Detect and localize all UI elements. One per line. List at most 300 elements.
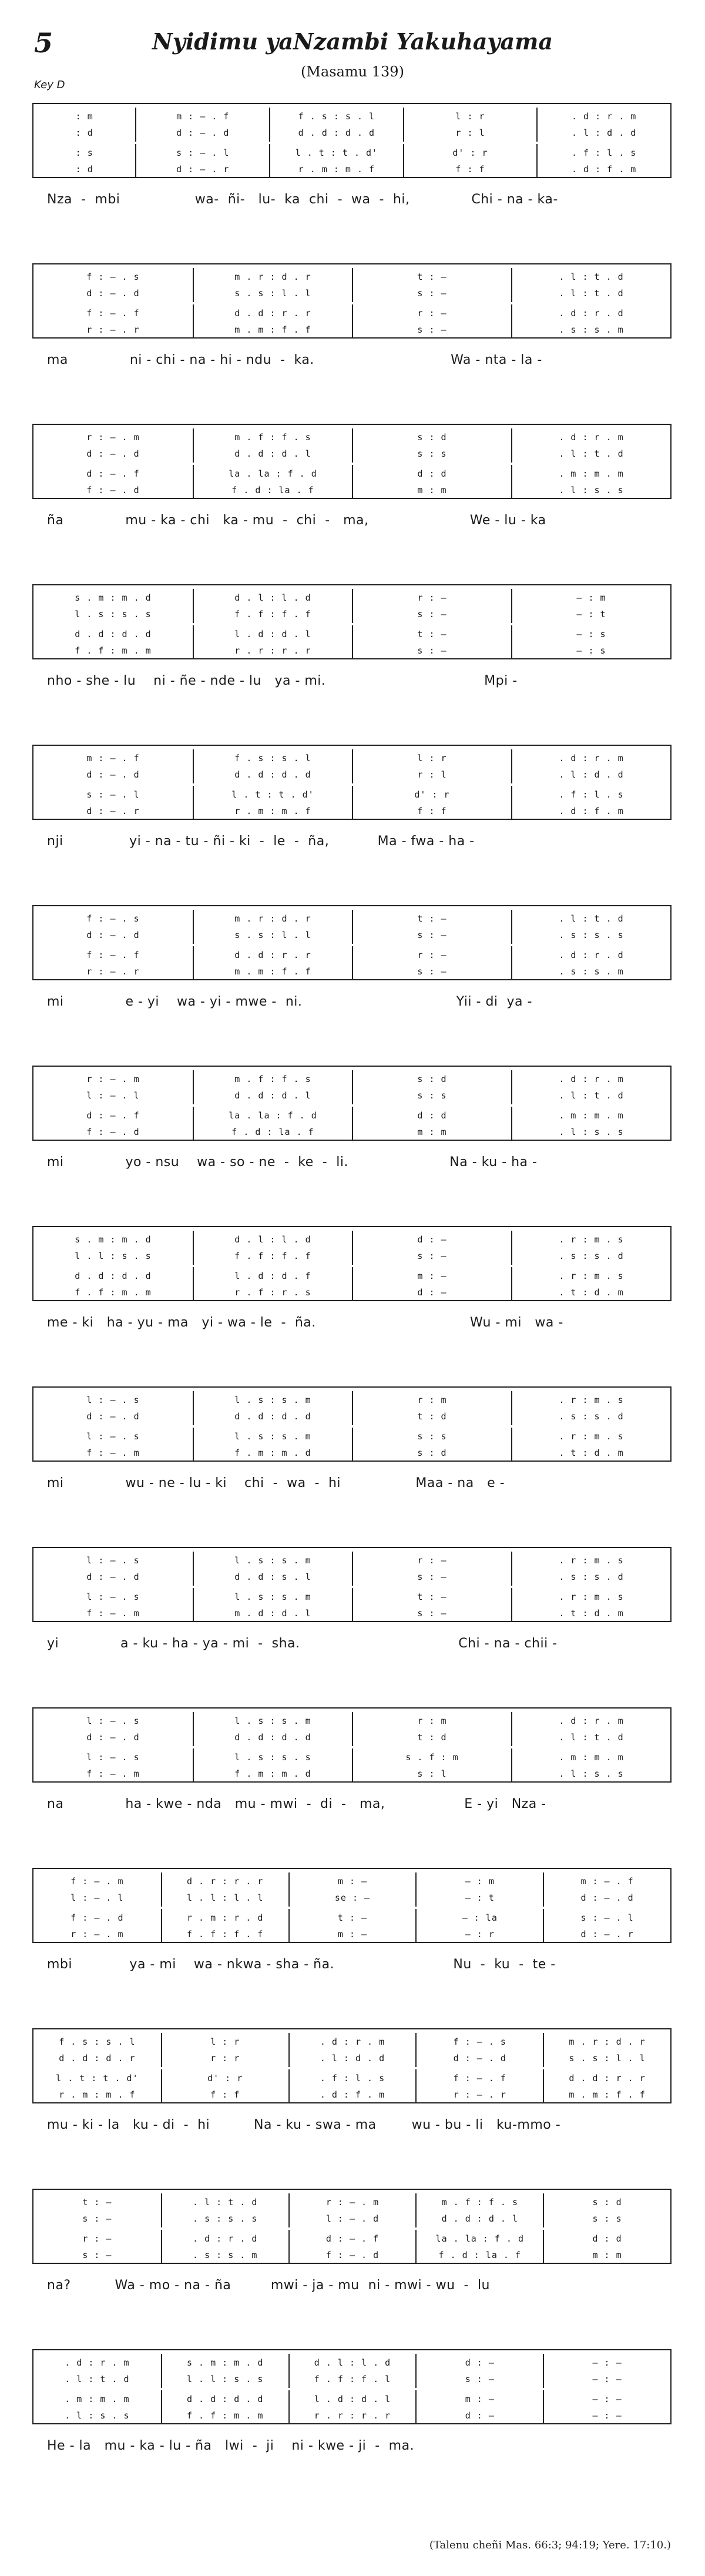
measure-cell [403, 108, 537, 125]
measure-cell [33, 1444, 193, 1462]
solfa-notes: . s : s . m [559, 966, 624, 977]
measure-cell [33, 2069, 161, 2087]
solfa-notes: la . la : f . d [435, 2233, 525, 2244]
measure-cell [352, 963, 511, 980]
measure-cell [352, 428, 511, 446]
measure-cell [543, 1909, 670, 1927]
solfa-notes: r . m : m . f [298, 164, 375, 175]
measure-cell [193, 284, 352, 302]
solfa-notes: l . l : s . s [186, 2374, 264, 2384]
solfa-notes: d : – . d [453, 2053, 506, 2064]
measure-cell [511, 1284, 670, 1301]
voice-row [33, 124, 670, 142]
solfa-notes: t : — [417, 272, 447, 282]
measure-cell [269, 160, 403, 178]
measure-cell [352, 625, 511, 643]
solfa-notes: . m : m . m [559, 468, 624, 479]
solfa-notes: f : – . s [453, 2036, 506, 2047]
measure-cell [161, 1872, 288, 1890]
voice-row [33, 445, 670, 463]
solfa-notes: m . f : f . s [234, 432, 311, 443]
solfa-notes: d . d : d . l [234, 1090, 311, 1101]
measure-cell [352, 465, 511, 483]
voice-row [33, 1872, 670, 1890]
solfa-notes: l . s : s . s [75, 609, 152, 619]
measure-cell [135, 108, 269, 125]
solfa-notes: l . l : l . l [186, 1892, 264, 1903]
measure-cell [161, 2069, 288, 2087]
solfa-notes: l : – . l [70, 1892, 124, 1903]
measure-cell [33, 268, 193, 286]
measure-cell [511, 1391, 670, 1409]
voice-row [33, 1748, 670, 1766]
solfa-notes: s : — [417, 1608, 447, 1619]
solfa-notes: r : – . r [453, 2089, 506, 2100]
measure-cell [352, 268, 511, 286]
measure-cell [161, 2049, 288, 2067]
measure-cell [543, 2086, 670, 2103]
solfa-notes: m : — [465, 2394, 495, 2404]
solfa-notes: d . d : d . d [234, 1411, 311, 1422]
solfa-notes: r . r : r . r [314, 2410, 391, 2421]
music-system [0, 2189, 705, 2336]
voice-row [33, 766, 670, 783]
solfa-notes: l : – . d [325, 2213, 380, 2224]
voice-row [33, 2033, 670, 2051]
measure-cell [352, 1408, 511, 1425]
solfa-notes: l . t : t . d' [56, 2073, 139, 2083]
voice-row [33, 1428, 670, 1445]
solfa-notes: d . d : d . l [441, 2213, 518, 2224]
solfa-notes: r : l [417, 769, 447, 780]
measure-cell [352, 304, 511, 322]
lyrics-line: ma ni - chi - na - hi - ndu - ka. Wa - nta - la - [47, 353, 542, 367]
solfa-notes: s . m : m . d [186, 2357, 264, 2368]
solfa-notes: m : — [417, 1271, 447, 1281]
measure-cell [33, 1765, 193, 1783]
measure-cell [193, 1123, 352, 1141]
solfa-notes: m . d : d . l [234, 1608, 311, 1619]
solfa-notes: d . d : d . d [298, 128, 375, 138]
solfa-notes: m : m [592, 2250, 622, 2260]
solfa-notes: l . l : s . s [75, 1251, 152, 1261]
solfa-notes: . d : r . d [559, 950, 624, 960]
voice-row [33, 1909, 670, 1927]
solfa-notes: . t : d . m [559, 1608, 624, 1619]
measure-cell [511, 304, 670, 322]
measure-cell [352, 1107, 511, 1124]
measure-cell [415, 2390, 543, 2408]
measure-cell [352, 1428, 511, 1445]
measure-cell [288, 2407, 416, 2424]
solfa-notes: d . l : l . d [314, 2357, 391, 2368]
staff-box [32, 584, 672, 659]
music-system [0, 1868, 705, 2015]
solfa-notes: f : – . f [86, 308, 140, 319]
solfa-notes: l . t : t . d' [231, 789, 314, 800]
solfa-notes: . r : m . s [559, 1431, 624, 1442]
solfa-notes: s : — [417, 966, 447, 977]
solfa-notes: . r : m . s [559, 1395, 624, 1405]
measure-cell [543, 2049, 670, 2067]
solfa-notes: m : — [337, 1876, 368, 1887]
solfa-notes: s : d [417, 1448, 447, 1458]
measure-cell [193, 1107, 352, 1124]
measure-cell [415, 1909, 543, 1927]
measure-cell [415, 2210, 543, 2227]
solfa-notes: r : – . m [70, 1929, 124, 1939]
solfa-notes: f . m : m . d [234, 1768, 311, 1779]
measure-cell [543, 2193, 670, 2211]
solfa-notes: . d : r . m [559, 753, 624, 763]
voice-row [33, 1552, 670, 1569]
measure-cell [288, 1872, 416, 1890]
solfa-notes: — : t [465, 1892, 495, 1903]
solfa-notes: . r : m . s [559, 1592, 624, 1602]
measure-cell [33, 2086, 161, 2103]
solfa-notes: r . f : r . s [234, 1287, 311, 1298]
solfa-notes: d . d : r . r [234, 308, 311, 319]
solfa-notes: f : – . f [453, 2073, 506, 2083]
solfa-notes: d . l : l . d [234, 592, 311, 603]
solfa-notes: . t : d . m [559, 1287, 624, 1298]
solfa-notes: s : d [417, 432, 447, 443]
measure-cell [193, 766, 352, 783]
measure-cell [33, 481, 193, 499]
measure-cell [33, 749, 193, 767]
solfa-notes: m . f : f . s [234, 1074, 311, 1084]
voice-row [33, 1123, 670, 1141]
lyrics-line: yi a - ku - ha - ya - mi - sha. Chi - na - chii - [47, 1636, 558, 1651]
voice-row [33, 926, 670, 944]
solfa-notes: — : la [462, 1912, 498, 1923]
solfa-notes: . d : r . m [65, 2357, 130, 2368]
solfa-notes: m . m : f . f [569, 2089, 646, 2100]
voice-row [33, 1391, 670, 1409]
measure-cell [33, 321, 193, 339]
measure-cell [288, 1889, 416, 1907]
solfa-notes: la . la : f . d [229, 468, 317, 479]
measure-cell [193, 321, 352, 339]
measure-cell [193, 605, 352, 623]
solfa-notes: . l : d . d [571, 128, 637, 138]
measure-cell [288, 2230, 416, 2247]
solfa-notes: l . s : s . m [234, 1716, 311, 1726]
measure-cell [415, 1925, 543, 1943]
measure-cell [511, 1552, 670, 1569]
solfa-notes: d : – . f [86, 1110, 140, 1121]
solfa-notes: d . r : r . r [186, 1876, 264, 1887]
voice-row [33, 1604, 670, 1622]
measure-cell [193, 1568, 352, 1586]
solfa-notes: s : — [417, 609, 447, 619]
solfa-notes: . s : s . m [193, 2250, 258, 2260]
measure-cell [193, 946, 352, 964]
voice-row [33, 2354, 670, 2371]
solfa-notes: s . m : m . d [75, 592, 152, 603]
measure-cell [193, 428, 352, 446]
measure-cell [193, 802, 352, 820]
voice-row [33, 1568, 670, 1586]
staff-box [32, 2028, 672, 2103]
solfa-notes: . l : t . d [65, 2374, 130, 2384]
voice-row [33, 160, 670, 178]
solfa-notes: — : — [592, 2410, 622, 2421]
measure-cell [193, 1712, 352, 1730]
measure-cell [543, 2210, 670, 2227]
solfa-notes: r : – . m [325, 2197, 380, 2207]
solfa-notes: — : — [592, 2394, 622, 2404]
solfa-notes: . s : s . d [559, 1411, 624, 1422]
measure-cell [161, 2193, 288, 2211]
solfa-notes: . l : t . d [559, 272, 624, 282]
measure-cell [33, 284, 193, 302]
solfa-notes: . l : t . d [559, 1090, 624, 1101]
measure-cell [403, 160, 537, 178]
voice-row [33, 1070, 670, 1088]
solfa-notes: r : — [417, 592, 447, 603]
measure-cell [193, 304, 352, 322]
solfa-notes: s : — [417, 288, 447, 299]
voice-row [33, 1107, 670, 1124]
measure-cell [352, 1568, 511, 1586]
staff-box [32, 424, 672, 499]
solfa-notes: m : m [417, 1127, 447, 1137]
voice-row [33, 284, 670, 302]
solfa-notes: r : r [210, 2053, 240, 2064]
solfa-notes: . d : r . m [559, 1074, 624, 1084]
solfa-notes: s : s [417, 1090, 447, 1101]
measure-cell [33, 946, 193, 964]
measure-cell [193, 749, 352, 767]
voice-row [33, 1925, 670, 1943]
solfa-notes: m : – . f [86, 753, 140, 763]
solfa-notes: : d [75, 164, 93, 175]
measure-cell [415, 2049, 543, 2067]
measure-cell [543, 2354, 670, 2371]
measure-cell [161, 1925, 288, 1943]
measure-cell [193, 910, 352, 927]
measure-cell [161, 2210, 288, 2227]
voice-row [33, 605, 670, 623]
solfa-notes: f : – . d [86, 485, 140, 495]
solfa-notes: f . d : la . f [231, 485, 314, 495]
solfa-notes: . d : r . m [559, 432, 624, 443]
solfa-notes: r : — [417, 950, 447, 960]
measure-cell [288, 2086, 416, 2103]
solfa-notes: . m : m . m [65, 2394, 130, 2404]
solfa-notes: s : — [417, 324, 447, 335]
measure-cell [33, 1107, 193, 1124]
measure-cell [135, 124, 269, 142]
solfa-notes: f . s : s . l [298, 111, 375, 122]
measure-cell [511, 1604, 670, 1622]
measure-cell [33, 2049, 161, 2067]
music-system [0, 1707, 705, 1854]
measure-cell [193, 445, 352, 463]
solfa-notes: d : — [417, 1287, 447, 1298]
solfa-notes: s . s : l . l [234, 288, 311, 299]
solfa-notes: s : — [417, 1251, 447, 1261]
measure-cell [511, 1444, 670, 1462]
voice-row [33, 1712, 670, 1730]
measure-cell [352, 321, 511, 339]
measure-cell [415, 2193, 543, 2211]
voice-row [33, 1231, 670, 1248]
measure-cell [193, 1267, 352, 1285]
solfa-notes: . t : d . m [559, 1448, 624, 1458]
music-system [0, 103, 705, 250]
staff-box [32, 1707, 672, 1783]
measure-cell [269, 108, 403, 125]
solfa-notes: m . r : d . r [234, 913, 311, 924]
solfa-notes: t : — [337, 1912, 368, 1923]
solfa-notes: . l : t . d [559, 288, 624, 299]
voice-row [33, 481, 670, 499]
solfa-notes: — : — [592, 2357, 622, 2368]
solfa-notes: f : – . d [86, 1127, 140, 1137]
voice-row [33, 2246, 670, 2264]
solfa-notes: r . m : m . f [234, 806, 311, 816]
music-system [0, 2349, 705, 2496]
solfa-notes: f . f : m . m [75, 1287, 152, 1298]
staff-box [32, 103, 672, 178]
lyrics-line: mi wu - ne - lu - ki chi - wa - hi Maa - na e - [47, 1476, 505, 1490]
voice-row [33, 946, 670, 964]
measure-cell [288, 2193, 416, 2211]
key-signature: Key D [34, 79, 65, 91]
measure-cell [352, 1284, 511, 1301]
solfa-notes: d : – . d [86, 1732, 140, 1743]
measure-cell [352, 1712, 511, 1730]
measure-cell [33, 963, 193, 980]
measure-cell [193, 786, 352, 803]
measure-cell [511, 625, 670, 643]
voice-row [33, 1729, 670, 1746]
measure-cell [543, 2069, 670, 2087]
measure-cell [288, 2354, 416, 2371]
solfa-notes: l . t : t . d' [295, 148, 378, 158]
measure-cell [543, 2370, 670, 2388]
solfa-notes: m . m : f . f [234, 966, 311, 977]
solfa-notes: r : – . r [86, 324, 140, 335]
measure-cell [352, 786, 511, 803]
measure-cell [415, 1872, 543, 1890]
voice-row [33, 2390, 670, 2408]
measure-cell [161, 1909, 288, 1927]
solfa-notes: . l : s . s [559, 485, 624, 495]
measure-cell [33, 625, 193, 643]
measure-cell [352, 749, 511, 767]
solfa-notes: s : s [592, 2213, 622, 2224]
solfa-notes: l : – . s [86, 1395, 140, 1405]
solfa-notes: . f : l . s [571, 148, 637, 158]
solfa-notes: s : — [82, 2213, 112, 2224]
measure-cell [193, 1748, 352, 1766]
solfa-notes: f . s : s . l [59, 2036, 136, 2047]
measure-cell [536, 108, 670, 125]
solfa-notes: d : d [592, 2233, 622, 2244]
measure-cell [511, 1070, 670, 1088]
solfa-notes: l . d : d . l [314, 2394, 391, 2404]
measure-cell [33, 1604, 193, 1622]
voice-row [33, 786, 670, 803]
solfa-notes: f : – . d [70, 1912, 124, 1923]
measure-cell [33, 766, 193, 783]
voice-row [33, 642, 670, 659]
measure-cell [352, 1604, 511, 1622]
voice-row [33, 268, 670, 286]
measure-cell [33, 1070, 193, 1088]
solfa-notes: r : – . m [86, 1074, 140, 1084]
lyrics-line: ña mu - ka - chi ka - mu - chi - ma, We - lu - ka [47, 513, 546, 528]
measure-cell [33, 1552, 193, 1569]
voice-row [33, 910, 670, 927]
music-system [0, 745, 705, 892]
solfa-notes: . r : m . s [559, 1271, 624, 1281]
solfa-notes: d : d [417, 1110, 447, 1121]
measure-cell [33, 1872, 161, 1890]
staff-box [32, 745, 672, 820]
solfa-notes: . f : l . s [320, 2073, 385, 2083]
staff-box [32, 263, 672, 339]
measure-cell [511, 1588, 670, 1606]
solfa-notes: — : r [465, 1929, 495, 1939]
solfa-notes: l . d : d . l [234, 629, 311, 639]
measure-cell [33, 2407, 161, 2424]
solfa-notes: : m [75, 111, 93, 122]
solfa-notes: — : — [592, 2374, 622, 2384]
solfa-notes: d . d : d . d [186, 2394, 264, 2404]
measure-cell [33, 2370, 161, 2388]
voice-row [33, 963, 670, 980]
solfa-notes: l . s : s . m [234, 1431, 311, 1442]
voice-row [33, 749, 670, 767]
solfa-notes: d : — [465, 2357, 495, 2368]
solfa-notes: f . f : m . m [186, 2410, 264, 2421]
measure-cell [511, 1267, 670, 1285]
solfa-notes: s : — [82, 2250, 112, 2260]
measure-cell [33, 786, 193, 803]
measure-cell [511, 1729, 670, 1746]
measure-cell [33, 304, 193, 322]
solfa-notes: se : — [334, 1892, 371, 1903]
measure-cell [511, 1123, 670, 1141]
measure-cell [33, 2354, 161, 2371]
measure-cell [511, 1748, 670, 1766]
measure-cell [269, 124, 403, 142]
solfa-notes: f . f : m . m [75, 645, 152, 656]
measure-cell [511, 321, 670, 339]
measure-cell [269, 144, 403, 162]
measure-cell [193, 1588, 352, 1606]
measure-cell [403, 124, 537, 142]
solfa-notes: t : — [417, 913, 447, 924]
measure-cell [33, 1925, 161, 1943]
measure-cell [543, 2230, 670, 2247]
measure-cell [352, 1123, 511, 1141]
measure-cell [193, 465, 352, 483]
measure-cell [352, 284, 511, 302]
measure-cell [543, 1925, 670, 1943]
hymn-title: Nyidimu yaNzambi Yakuhayama [152, 28, 553, 55]
solfa-notes: d : – . d [86, 288, 140, 299]
measure-cell [288, 1909, 416, 1927]
solfa-notes: . s : s . s [559, 930, 624, 940]
measure-cell [511, 1107, 670, 1124]
solfa-notes: s : — [417, 645, 447, 656]
measure-cell [511, 1087, 670, 1104]
